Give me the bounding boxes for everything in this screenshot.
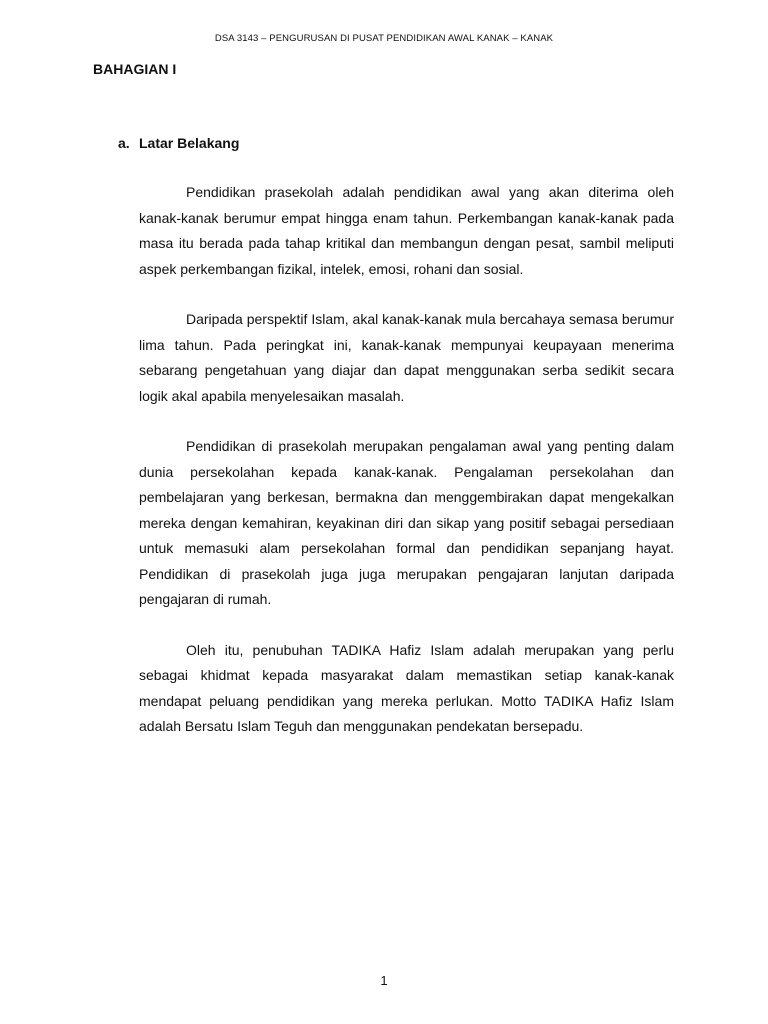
page-number: 1 (380, 973, 388, 988)
running-header: DSA 3143 – PENGURUSAN DI PUSAT PENDIDIKAN AWAL KANAK – KANAK (214, 33, 554, 44)
subsection-title: Latar Belakang (139, 135, 240, 151)
subsection-marker: a. (118, 135, 130, 151)
subsection-heading (118, 135, 239, 151)
paragraph-4: Oleh itu, penubuhan TADIKA Hafiz Islam adalah merupakan yang perlu sebagai khidmat kepada masyarakat dalam memastikan setiap kanak-kanak mendapat peluang pendidikan yang mereka perlukan. Motto TADIKA Hafiz Islam adalah Bersatu Islam Teguh dan menggunakan pendekatan bersepadu. (139, 641, 674, 734)
body-text (139, 180, 674, 765)
paragraph-3: Pendidikan di prasekolah merupakan pengalaman awal yang penting dalam dunia persekolahan kepada kanak-kanak. Pengalaman persekolahan dan pembelajaran yang berkesan, bermakna dan menggembirakan dapat mengekalkan mereka dengan kemahiran, keyakinan diri dan sikap yang positif sebagai persediaan untuk memasuki alam persekolahan formal dan pendidikan sepanjang hayat. Pendidikan di prasekolah juga juga merupakan pengajaran lanjutan daripada pengajaran di rumah. (139, 438, 674, 607)
paragraph-2: Daripada perspektif Islam, akal kanak-kanak mula bercahaya semasa berumur lima tahun. Pada peringkat ini, kanak-kanak mempunyai keupayaan menerima sebarang pengetahuan yang diajar dan dapat menggunakan serba sedikit secara logik akal apabila menyelesaikan masalah. (139, 311, 674, 404)
paragraph-1: Pendidikan prasekolah adalah pendidikan awal yang akan diterima oleh kanak-kanak berumur empat hingga enam tahun. Perkembangan kanak-kanak pada masa itu berada pada tahap kritikal dan membangun dengan pesat, sambil meliputi aspek perkembangan fizikal, intelek, emosi, rohani dan sosial. (139, 184, 674, 277)
section-title: BAHAGIAN I (93, 61, 177, 77)
